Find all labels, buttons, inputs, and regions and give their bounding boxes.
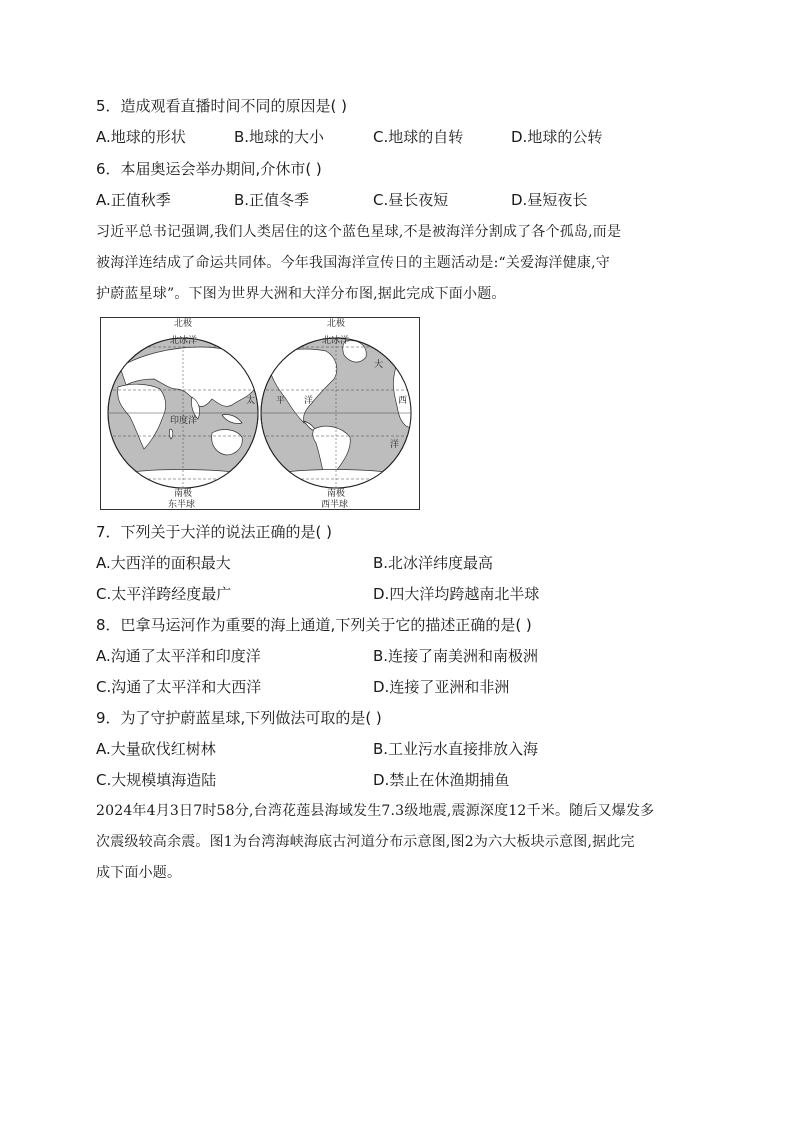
west-hemisphere-label: 西半球 <box>321 500 349 510</box>
q5-option-d: D.地球的公转 <box>511 128 603 146</box>
passage2-line-3: 成下面小题。 <box>96 865 182 881</box>
q5-option-c: C.地球的自转 <box>373 128 464 146</box>
q6-option-c: C.昼长夜短 <box>373 191 449 209</box>
q9-stem: 9．为了守护蔚蓝星球,下列做法可取的是( ) <box>96 709 382 727</box>
west-south-pole-label: 南极 <box>327 489 346 499</box>
passage1-line-1: 习近平总书记强调,我们人类居住的这个蓝色星球,不是被海洋分割成了各个孤岛,而是 <box>96 224 622 240</box>
q7-option-a: A.大西洋的面积最大 <box>96 554 231 572</box>
east-hemisphere-label: 东半球 <box>168 500 196 510</box>
q6-option-d: D.昼短夜长 <box>511 191 588 209</box>
q8-option-c: C.沟通了太平洋和大西洋 <box>96 678 262 696</box>
passage1-line-2: 被海洋连结成了命运共同体。今年我国海洋宣传日的主题活动是:“关爱海洋健康,守 <box>96 255 610 271</box>
q9-option-b: B.工业污水直接排放入海 <box>373 740 539 758</box>
q5-option-a: A.地球的形状 <box>96 128 186 146</box>
indian-ocean-label: 印度洋 <box>170 416 198 426</box>
q6-stem: 6．本届奥运会举办期间,介休市( ) <box>96 160 322 178</box>
q5-option-b: B.地球的大小 <box>234 128 325 146</box>
q7-option-d: D.四大洋均跨越南北半球 <box>373 585 540 603</box>
atlantic-label-2: 西 <box>398 396 408 406</box>
pacific-label-2: 洋 <box>304 396 314 406</box>
east-arctic-label: 北冰洋 <box>170 336 198 346</box>
world-continents-oceans-map <box>100 317 420 510</box>
q9-option-d: D.禁止在休渔期捕鱼 <box>373 771 510 789</box>
q8-stem: 8．巴拿马运河作为重要的海上通道,下列关于它的描述正确的是( ) <box>96 616 532 634</box>
q9-option-c: C.大规模填海造陆 <box>96 771 217 789</box>
east-north-pole-label: 北极 <box>174 319 193 329</box>
q8-option-d: D.连接了亚洲和非洲 <box>373 678 510 696</box>
q7-stem: 7．下列关于大洋的说法正确的是( ) <box>96 523 333 541</box>
q8-option-a: A.沟通了太平洋和印度洋 <box>96 647 261 665</box>
atlantic-label-1: 大 <box>374 360 384 370</box>
q8-option-b: B.连接了南美洲和南极洲 <box>373 647 539 665</box>
west-north-pole-label: 北极 <box>327 319 346 329</box>
passage1-line-3: 护蔚蓝星球”。下图为世界大洲和大洋分布图,据此完成下面小题。 <box>96 286 506 302</box>
q6-option-b: B.正值冬季 <box>234 191 310 209</box>
q9-option-a: A.大量砍伐红树林 <box>96 740 216 758</box>
pacific-label-1: 平 <box>276 396 286 406</box>
q6-option-a: A.正值秋季 <box>96 191 171 209</box>
q5-stem: 5．造成观看直播时间不同的原因是( ) <box>96 97 348 115</box>
passage2-line-1: 2024年4月3日7时58分,台湾花莲县海域发生7.3级地震,震源深度12千米。随后又爆发多 <box>96 803 655 819</box>
passage2-line-2: 次震级较高余震。图1为台湾海峡海底古河道分布示意图,图2为六大板块示意图,据此完 <box>96 834 635 850</box>
east-pacific-label: 太 <box>246 396 256 406</box>
east-south-pole-label: 南极 <box>174 489 193 499</box>
q7-option-c: C.太平洋跨经度最广 <box>96 585 232 603</box>
atlantic-label-3: 洋 <box>390 440 400 450</box>
west-arctic-label: 北冰洋 <box>322 336 350 346</box>
q7-option-b: B.北冰洋纬度最高 <box>373 554 494 572</box>
